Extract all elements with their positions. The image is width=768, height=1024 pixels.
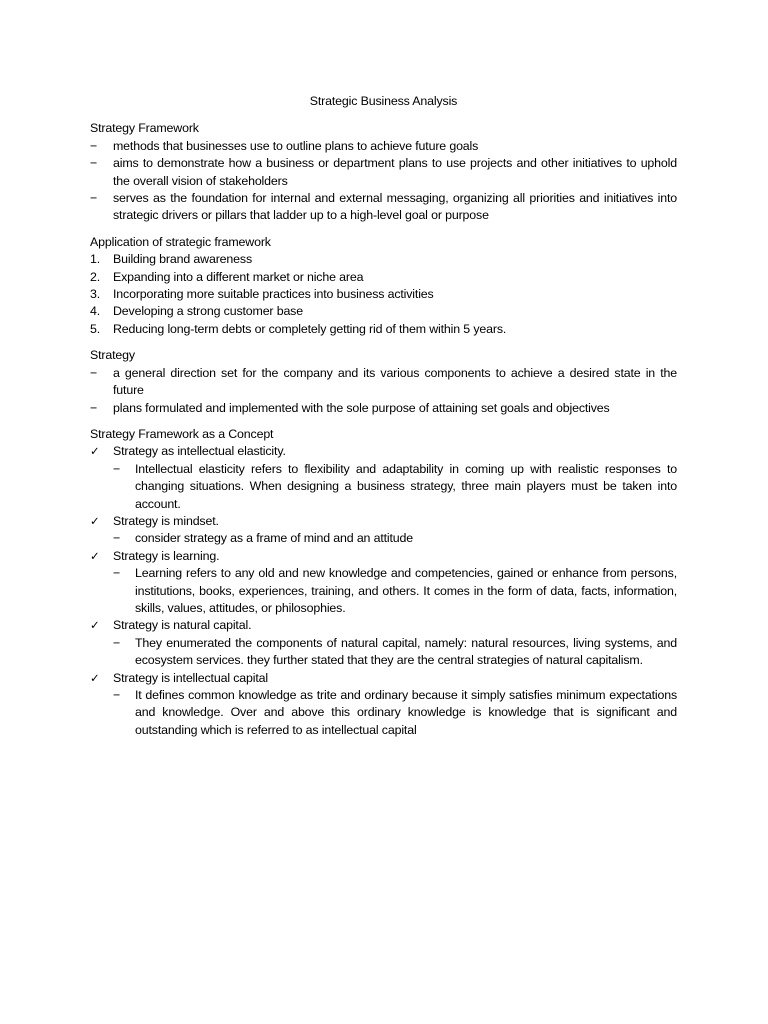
list-item-text: Developing a strong customer base [113, 304, 303, 319]
list-item [90, 155, 677, 190]
sub-item-text: Intellectual elasticity refers to flexibility and adaptability in coming up with realistic responses to changing situations. When designing a business strategy, three main players must be taken into account. [135, 461, 677, 511]
checkmark-icon: ✓ [90, 548, 100, 563]
sub-item-text: consider strategy as a frame of mind and an attitude [135, 531, 414, 546]
dash-bullet: − [113, 566, 121, 581]
section-heading: Strategy [90, 348, 135, 363]
check-item [90, 548, 677, 565]
section-strategy [90, 347, 677, 417]
check-item-label: Strategy is natural capital. [113, 618, 252, 633]
section-heading: Strategy Framework [90, 121, 199, 136]
section-heading: Strategy Framework as a Concept [90, 426, 274, 441]
list-number: 3. [90, 287, 101, 302]
sub-item [90, 530, 677, 547]
list-item [90, 190, 677, 225]
checkmark-icon: ✓ [90, 618, 100, 633]
checkmark-icon: ✓ [90, 513, 100, 528]
numbered-item [90, 303, 677, 320]
section-strategy-framework [90, 120, 677, 224]
check-item-label: Strategy is mindset. [113, 513, 219, 528]
list-number: 1. [90, 252, 101, 267]
check-item-label: Strategy is intellectual capital [113, 670, 268, 685]
check-item-label: Strategy as intellectual elasticity. [113, 444, 286, 459]
list-item-text: a general direction set for the company and its various components to achieve a desired state in the future [113, 365, 677, 398]
dash-bullet: − [113, 461, 121, 476]
dash-bullet: − [90, 156, 98, 171]
list-item [90, 400, 677, 417]
sub-item-text: Learning refers to any old and new knowledge and competencies, gained or enhance from persons, institutions, books, experiences, training, and others. It comes in the form of data, facts, information, skills, values, attitudes, or philosophies. [135, 566, 677, 615]
sub-item-text: It defines common knowledge as trite and ordinary because it simply satisfies minimum expectations and knowledge. Over and above this ordinary knowledge is knowledge that is significant and outstanding which is referred to as intellectual capital [135, 688, 677, 737]
check-item-label: Strategy is learning. [113, 548, 220, 563]
sub-item [90, 635, 677, 670]
dash-bullet: − [113, 688, 121, 702]
list-item-text: serves as the foundation for internal and external messaging, organizing all priorities and initiatives into strategic drivers or pillars that ladder up to a high-level goal or purpose [113, 191, 677, 223]
dash-bullet: − [113, 531, 121, 546]
numbered-item [90, 286, 677, 303]
list-item-text: aims to demonstrate how a business or department plans to use projects and other initiatives to uphold the overall vision of stakeholders [113, 156, 677, 188]
dash-bullet: − [90, 138, 98, 153]
list-item-text: Expanding into a different market or niche area [113, 269, 364, 284]
document-body [90, 93, 677, 748]
list-item-text: Incorporating more suitable practices into business activities [113, 287, 434, 302]
list-number: 4. [90, 304, 101, 319]
sub-item [90, 565, 677, 617]
list-item-text: methods that businesses use to outline plans to achieve future goals [113, 138, 479, 153]
section-application [90, 234, 677, 338]
checkmark-icon: ✓ [90, 670, 100, 685]
list-number: 5. [90, 321, 101, 336]
list-item [90, 138, 677, 155]
checkmark-icon: ✓ [90, 444, 100, 459]
section-concept [90, 426, 677, 739]
numbered-item [90, 321, 677, 338]
dash-bullet: − [113, 635, 121, 650]
document-title: Strategic Business Analysis [309, 94, 458, 108]
numbered-item [90, 251, 677, 268]
dash-bullet: − [90, 191, 98, 206]
dash-bullet: − [90, 365, 98, 380]
check-item [90, 617, 677, 634]
check-item [90, 670, 677, 687]
list-number: 2. [90, 269, 101, 284]
sub-item [90, 687, 677, 739]
list-item-text: Building brand awareness [113, 252, 252, 267]
check-item [90, 513, 677, 530]
sub-item [90, 461, 677, 513]
sub-item-text: They enumerated the components of natural capital, namely: natural resources, living systems, and ecosystem services. they further stated that they are the central strategies of natural capitalism. [135, 635, 677, 668]
list-item-text: Reducing long-term debts or completely getting rid of them within 5 years. [113, 321, 507, 336]
section-heading: Application of strategic framework [90, 234, 271, 249]
check-item [90, 443, 677, 460]
dash-bullet: − [90, 400, 98, 415]
list-item [90, 365, 677, 400]
numbered-item [90, 269, 677, 286]
list-item-text: plans formulated and implemented with the sole purpose of attaining set goals and objectives [113, 400, 610, 415]
